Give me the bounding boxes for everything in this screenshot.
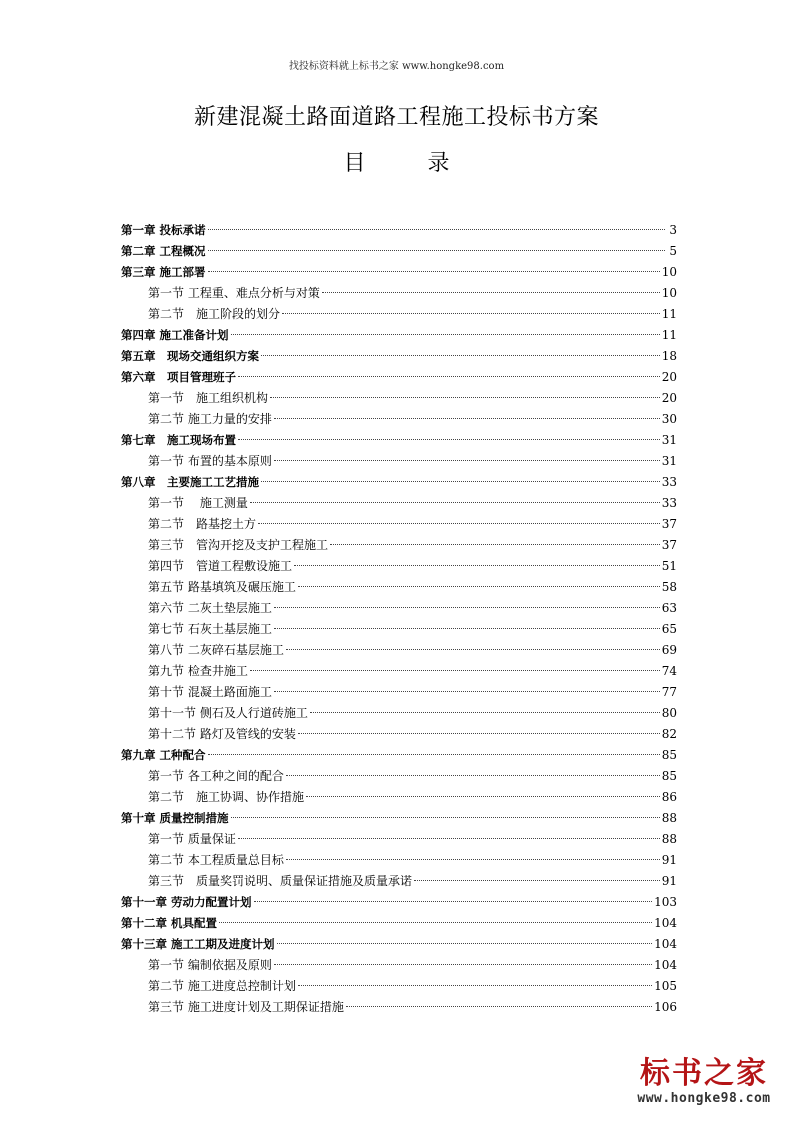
toc-leader-dots — [238, 376, 660, 377]
toc-entry-label: 第七节 石灰土基层施工 — [148, 622, 272, 636]
toc-leader-dots — [208, 754, 660, 755]
toc-entry-label: 第二节 施工阶段的划分 — [148, 307, 281, 321]
toc-chapter-entry[interactable] — [121, 934, 677, 955]
toc-page-number: 30 — [661, 412, 677, 426]
toc-heading-char-1: 目 — [343, 151, 366, 176]
toc-heading-char-2: 录 — [427, 151, 450, 176]
toc-entry-label: 第一章 投标承诺 — [121, 223, 206, 237]
page-header: 找投标资料就上标书之家 www.hongke98.com — [288, 61, 505, 72]
toc-section-entry[interactable] — [121, 409, 677, 430]
toc-section-entry[interactable] — [121, 388, 677, 409]
toc-page-number: 82 — [661, 727, 677, 741]
toc-leader-dots — [238, 439, 660, 440]
toc-page-number: 33 — [661, 496, 677, 510]
toc-entry-label: 第十一节 侧石及人行道砖施工 — [148, 706, 308, 720]
toc-leader-dots — [330, 544, 660, 545]
toc-section-entry[interactable] — [121, 577, 677, 598]
toc-page-number: 51 — [661, 559, 677, 573]
toc-page-number: 3 — [669, 223, 677, 237]
toc-section-entry[interactable] — [121, 451, 677, 472]
toc-entry-label: 第二节 施工协调、协作措施 — [148, 790, 305, 804]
toc-page-number: 10 — [661, 286, 677, 300]
toc-leader-dots — [298, 733, 660, 734]
toc-section-entry[interactable] — [121, 997, 677, 1018]
toc-entry-label: 第一节 布置的基本原则 — [148, 454, 272, 468]
toc-entry-label: 第六章 项目管理班子 — [121, 370, 236, 384]
toc-leader-dots — [286, 775, 660, 776]
toc-section-entry[interactable] — [121, 850, 677, 871]
toc-leader-dots — [258, 523, 660, 524]
toc-page-number: 104 — [654, 937, 677, 951]
toc-leader-dots — [231, 334, 660, 335]
toc-entry-label: 第一节 施工组织机构 — [148, 391, 269, 405]
toc-page-number: 91 — [661, 874, 677, 888]
brand-logo — [629, 1057, 779, 1106]
toc-page-number: 105 — [654, 979, 677, 993]
toc-entry-label: 第五章 现场交通组织方案 — [121, 349, 259, 363]
toc-entry-label: 第二节 路基挖土方 — [148, 517, 257, 531]
toc-page-number: 88 — [661, 811, 677, 825]
toc-entry-label: 第一节 编制依据及原则 — [148, 958, 272, 972]
toc-leader-dots — [208, 271, 660, 272]
toc-chapter-entry[interactable] — [121, 220, 677, 241]
toc-leader-dots — [238, 838, 660, 839]
toc-page-number: 18 — [661, 349, 677, 363]
toc-entry-label: 第十三章 施工工期及进度计划 — [121, 937, 275, 951]
toc-section-entry[interactable] — [121, 766, 677, 787]
toc-chapter-entry[interactable] — [121, 346, 677, 367]
toc-section-entry[interactable] — [121, 976, 677, 997]
toc-page-number: 88 — [661, 832, 677, 846]
document-title: 新建混凝土路面道路工程施工投标书方案 — [193, 105, 599, 130]
toc-entry-label: 第二章 工程概况 — [121, 244, 206, 258]
toc-page-number: 103 — [654, 895, 677, 909]
toc-section-entry[interactable] — [121, 535, 677, 556]
toc-section-entry[interactable] — [121, 556, 677, 577]
toc-section-entry[interactable] — [121, 598, 677, 619]
toc-chapter-entry[interactable] — [121, 262, 677, 283]
toc-page-number: 31 — [661, 433, 677, 447]
toc-leader-dots — [286, 649, 660, 650]
toc-leader-dots — [250, 670, 660, 671]
toc-page-number: 20 — [661, 370, 677, 384]
toc-entry-label: 第三节 施工进度计划及工期保证措施 — [148, 1000, 344, 1014]
toc-leader-dots — [274, 418, 660, 419]
toc-entry-label: 第三节 质量奖罚说明、质量保证措施及质量承诺 — [148, 874, 413, 888]
toc-entry-label: 第五节 路基填筑及碾压施工 — [148, 580, 296, 594]
toc-entry-label: 第三节 管沟开挖及支护工程施工 — [148, 538, 329, 552]
toc-page-number: 37 — [661, 517, 677, 531]
toc-leader-dots — [270, 397, 660, 398]
toc-leader-dots — [274, 691, 660, 692]
toc-chapter-entry[interactable] — [121, 808, 677, 829]
toc-page-number: 77 — [661, 685, 677, 699]
toc-entry-label: 第二节 本工程质量总目标 — [148, 853, 284, 867]
toc-section-entry[interactable] — [121, 871, 677, 892]
toc-leader-dots — [298, 985, 652, 986]
toc-entry-label: 第四节 管道工程敷设施工 — [148, 559, 293, 573]
toc-leader-dots — [277, 943, 653, 944]
toc-page-number: 91 — [661, 853, 677, 867]
toc-leader-dots — [298, 586, 660, 587]
toc-page-number: 58 — [661, 580, 677, 594]
toc-section-entry[interactable] — [121, 283, 677, 304]
toc-leader-dots — [250, 502, 660, 503]
logo-wordmark: 标书之家 — [640, 1056, 768, 1091]
toc-entry-label: 第一节 工程重、难点分析与对策 — [148, 286, 320, 300]
toc-page-number: 5 — [669, 244, 677, 258]
toc-section-entry[interactable] — [121, 787, 677, 808]
logo-url: www.hongke98.com — [637, 1091, 771, 1106]
toc-entry-label: 第十节 混凝土路面施工 — [148, 685, 272, 699]
toc-leader-dots — [254, 901, 653, 902]
toc-page-number: 33 — [661, 475, 677, 489]
toc-entry-label: 第九章 工种配合 — [121, 748, 206, 762]
toc-entry-label: 第十二节 路灯及管线的安装 — [148, 727, 296, 741]
toc-entry-label: 第二节 施工进度总控制计划 — [148, 979, 296, 993]
toc-page-number: 37 — [661, 538, 677, 552]
toc-entry-label: 第二节 施工力量的安排 — [148, 412, 272, 426]
toc-section-entry[interactable] — [121, 514, 677, 535]
toc-page-number: 106 — [654, 1000, 677, 1014]
toc-leader-dots — [274, 964, 652, 965]
toc-section-entry[interactable] — [121, 640, 677, 661]
toc-entry-label: 第三章 施工部署 — [121, 265, 206, 279]
toc-chapter-entry[interactable] — [121, 745, 677, 766]
toc-page-number: 63 — [661, 601, 677, 615]
toc-leader-dots — [231, 817, 660, 818]
toc-page-number: 85 — [661, 748, 677, 762]
toc-leader-dots — [282, 313, 660, 314]
toc-page-number: 85 — [661, 769, 677, 783]
toc-page-number: 80 — [661, 706, 677, 720]
toc-leader-dots — [322, 292, 660, 293]
toc-leader-dots — [274, 628, 660, 629]
toc-chapter-entry[interactable] — [121, 325, 677, 346]
toc-leader-dots — [294, 565, 660, 566]
toc-entry-label: 第十二章 机具配置 — [121, 916, 218, 930]
toc-section-entry[interactable] — [121, 703, 677, 724]
toc-page-number: 10 — [661, 265, 677, 279]
toc-entry-label: 第九节 检查井施工 — [148, 664, 248, 678]
toc-leader-dots — [208, 229, 665, 230]
toc-section-entry[interactable] — [121, 682, 677, 703]
toc-chapter-entry[interactable] — [121, 892, 677, 913]
toc-heading — [0, 146, 793, 177]
toc-section-entry[interactable] — [121, 619, 677, 640]
toc-entry-label: 第一节 施工测量 — [148, 496, 248, 510]
toc-page-number: 11 — [661, 307, 677, 321]
toc-section-entry[interactable] — [121, 493, 677, 514]
toc-leader-dots — [414, 880, 660, 881]
toc-page-number: 104 — [654, 958, 677, 972]
toc-leader-dots — [261, 355, 660, 356]
toc-leader-dots — [219, 922, 652, 923]
toc-page-number: 20 — [661, 391, 677, 405]
toc-page-number: 69 — [661, 643, 677, 657]
toc-chapter-entry[interactable] — [121, 913, 677, 934]
toc-leader-dots — [208, 250, 665, 251]
toc-leader-dots — [286, 859, 660, 860]
toc-section-entry[interactable] — [121, 304, 677, 325]
toc-section-entry[interactable] — [121, 724, 677, 745]
toc-leader-dots — [274, 607, 660, 608]
toc-leader-dots — [261, 481, 660, 482]
toc-chapter-entry[interactable] — [121, 472, 677, 493]
toc-page-number: 104 — [654, 916, 677, 930]
toc-page-number: 31 — [661, 454, 677, 468]
toc-entry-label: 第六节 二灰土垫层施工 — [148, 601, 272, 615]
toc-entry-label: 第七章 施工现场布置 — [121, 433, 236, 447]
toc-chapter-entry[interactable] — [121, 241, 677, 262]
toc-chapter-entry[interactable] — [121, 430, 677, 451]
toc-chapter-entry[interactable] — [121, 367, 677, 388]
toc-page-number: 65 — [661, 622, 677, 636]
toc-entry-label: 第一节 质量保证 — [148, 832, 236, 846]
toc-entry-label: 第四章 施工准备计划 — [121, 328, 229, 342]
toc-entry-label: 第十一章 劳动力配置计划 — [121, 895, 252, 909]
toc-entry-label: 第八章 主要施工工艺措施 — [121, 475, 259, 489]
toc-leader-dots — [346, 1006, 652, 1007]
toc-entry-label: 第一节 各工种之间的配合 — [148, 769, 284, 783]
toc-section-entry[interactable] — [121, 955, 677, 976]
toc-leader-dots — [306, 796, 660, 797]
toc-page-number: 11 — [661, 328, 677, 342]
toc-page-number: 86 — [661, 790, 677, 804]
table-of-contents — [121, 220, 677, 1018]
toc-entry-label: 第十章 质量控制措施 — [121, 811, 229, 825]
toc-section-entry[interactable] — [121, 661, 677, 682]
toc-leader-dots — [310, 712, 660, 713]
toc-section-entry[interactable] — [121, 829, 677, 850]
toc-page-number: 74 — [661, 664, 677, 678]
toc-leader-dots — [274, 460, 660, 461]
toc-entry-label: 第八节 二灰碎石基层施工 — [148, 643, 284, 657]
